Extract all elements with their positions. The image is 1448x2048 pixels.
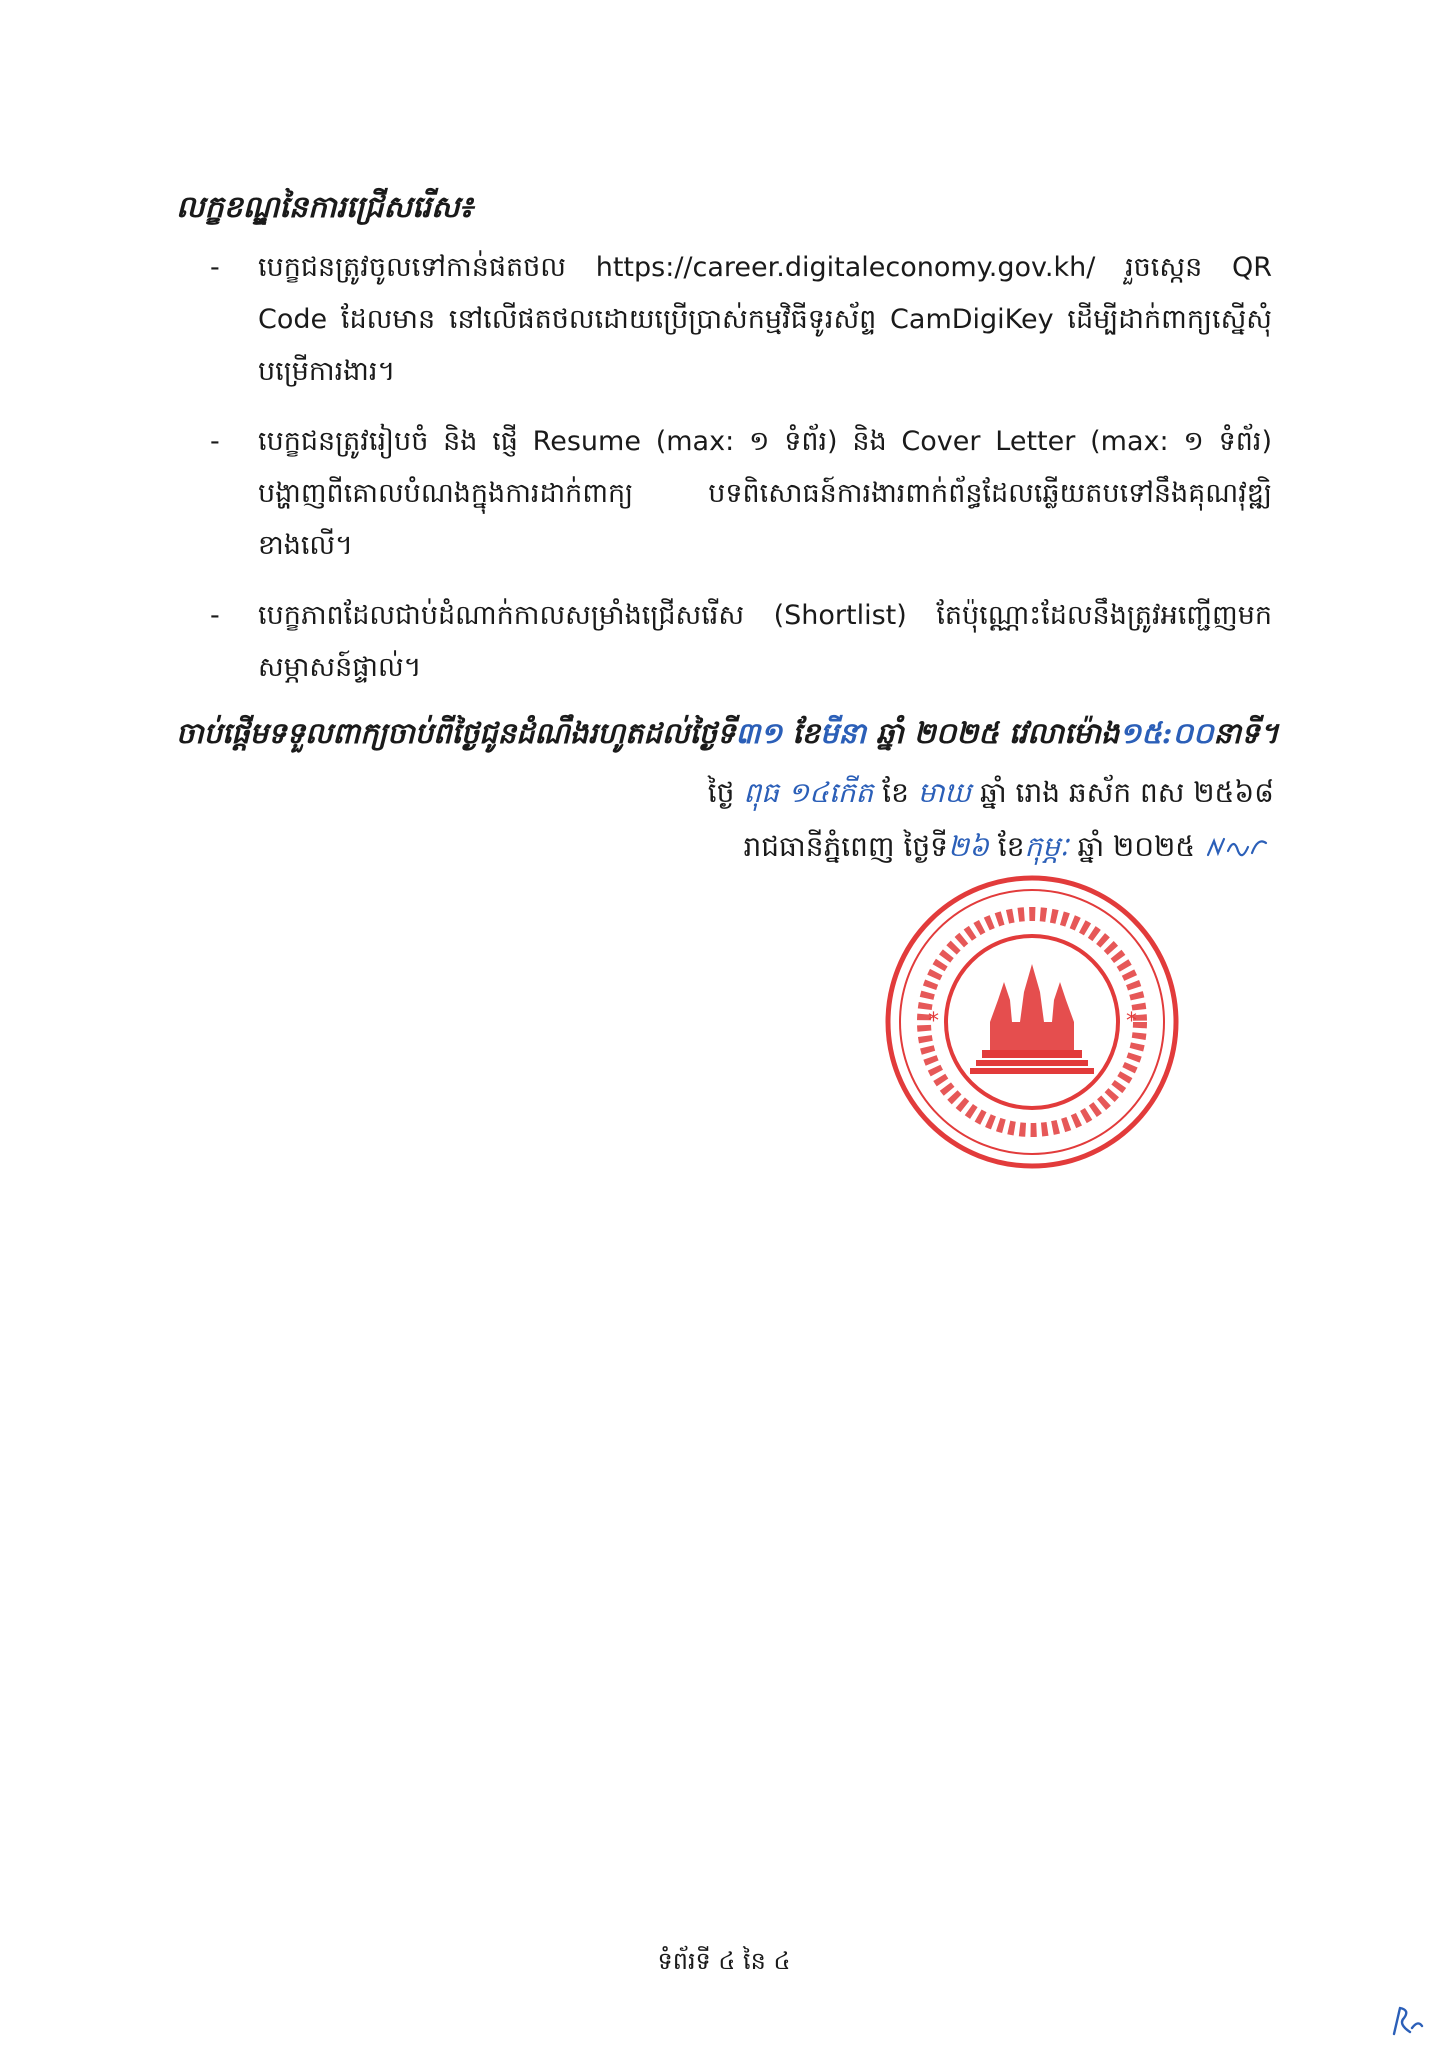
place-date-prefix: រាជធានីភ្នំពេញ ថ្ងៃទី — [743, 830, 948, 863]
criterion-text: បេក្ខជនត្រូវរៀបចំ និង ផ្ញើ Resume (max: ១ ទំព័រ) និង Cover Letter (max: ១ ទំព័រ) បង្ហាញពីគោលបំណងក្នុងការដាក់ពាក្យ បទពិសោធន៍ការងារពាក់ព័ន្ធដែលឆ្លើយតបទៅនឹងគុណវុឌ្ឍិខាងលើ។ — [258, 426, 1272, 561]
svg-text:*: * — [1126, 1009, 1137, 1034]
deadline-month: មីនា — [819, 716, 866, 750]
deadline-day: ៣១ — [735, 716, 783, 750]
lunar-month-label: ខែ — [882, 776, 909, 809]
place-date-suffix: ឆ្នាំ ២០២៥ — [1077, 830, 1196, 863]
deadline-month-label: ខែ — [792, 716, 820, 750]
lunar-month: មាឃ — [917, 776, 972, 809]
selection-criteria-heading: លក្ខខណ្ឌនៃការជ្រើសរើស៖ — [176, 190, 473, 225]
place-date-month-label: ខែ — [997, 830, 1025, 863]
place-date-month: កុម្ភៈ — [1024, 830, 1069, 863]
bullet-dash: - — [210, 252, 220, 283]
criterion-item — [210, 242, 1272, 398]
deadline-text-before: ចាប់ផ្ដើមទទួលពាក្យចាប់ពីថ្ងៃជូនដំណឹងរហូតដល់ថ្ងៃទី — [176, 716, 736, 750]
lunar-prefix: ថ្ងៃ — [707, 776, 735, 809]
place-date-day: ២៦ — [947, 830, 989, 863]
criterion-text: បេក្ខភាពដែលជាប់ដំណាក់កាលសម្រាំងជ្រើសរើស (Shortlist) តែប៉ុណ្ណោះដែលនឹងត្រូវអញ្ជើញមកសម្ភាសន៍ផ្ទាល់។ — [258, 600, 1272, 683]
deadline-year-label: ឆ្នាំ ២០២៥ វេលាម៉ោង — [876, 716, 1120, 750]
date-block — [708, 766, 1274, 874]
initials-signature-icon — [1204, 833, 1274, 863]
criterion-item — [210, 416, 1272, 572]
page-number: ទំព័រទី ៤ នៃ ៤ — [657, 1947, 791, 1975]
lunar-date-line — [708, 766, 1274, 820]
deadline-time: ១៥:០០ — [1119, 716, 1214, 750]
criterion-text: បេក្ខជនត្រូវចូលទៅកាន់ផតថល https://career.digitaleconomy.gov.kh/ រួចស្កេន QR Code ដែលមាន នៅលើផតថលដោយប្រើប្រាស់កម្មវិធីទូរស័ព្ទ CamDigiKey ដើម្បីដាក់ពាក្យស្នើសុំបម្រើការងារ។ — [258, 252, 1272, 387]
criteria-list — [210, 242, 1272, 712]
place-date-line — [708, 820, 1274, 874]
official-seal-icon — [882, 872, 1182, 1172]
svg-text:*: * — [928, 1009, 939, 1034]
bullet-dash: - — [210, 426, 220, 457]
lunar-suffix: ឆ្នាំ រោង ឆស័ក ពស ២៥៦៨ — [980, 776, 1274, 809]
application-deadline — [176, 716, 1286, 758]
deadline-text-after: នាទី។ — [1213, 716, 1279, 750]
lunar-weekday-day: ពុធ ១៤កើត — [743, 776, 874, 809]
bullet-dash: - — [210, 600, 220, 631]
criterion-item — [210, 590, 1272, 694]
margin-initials-icon — [1388, 2000, 1428, 2040]
